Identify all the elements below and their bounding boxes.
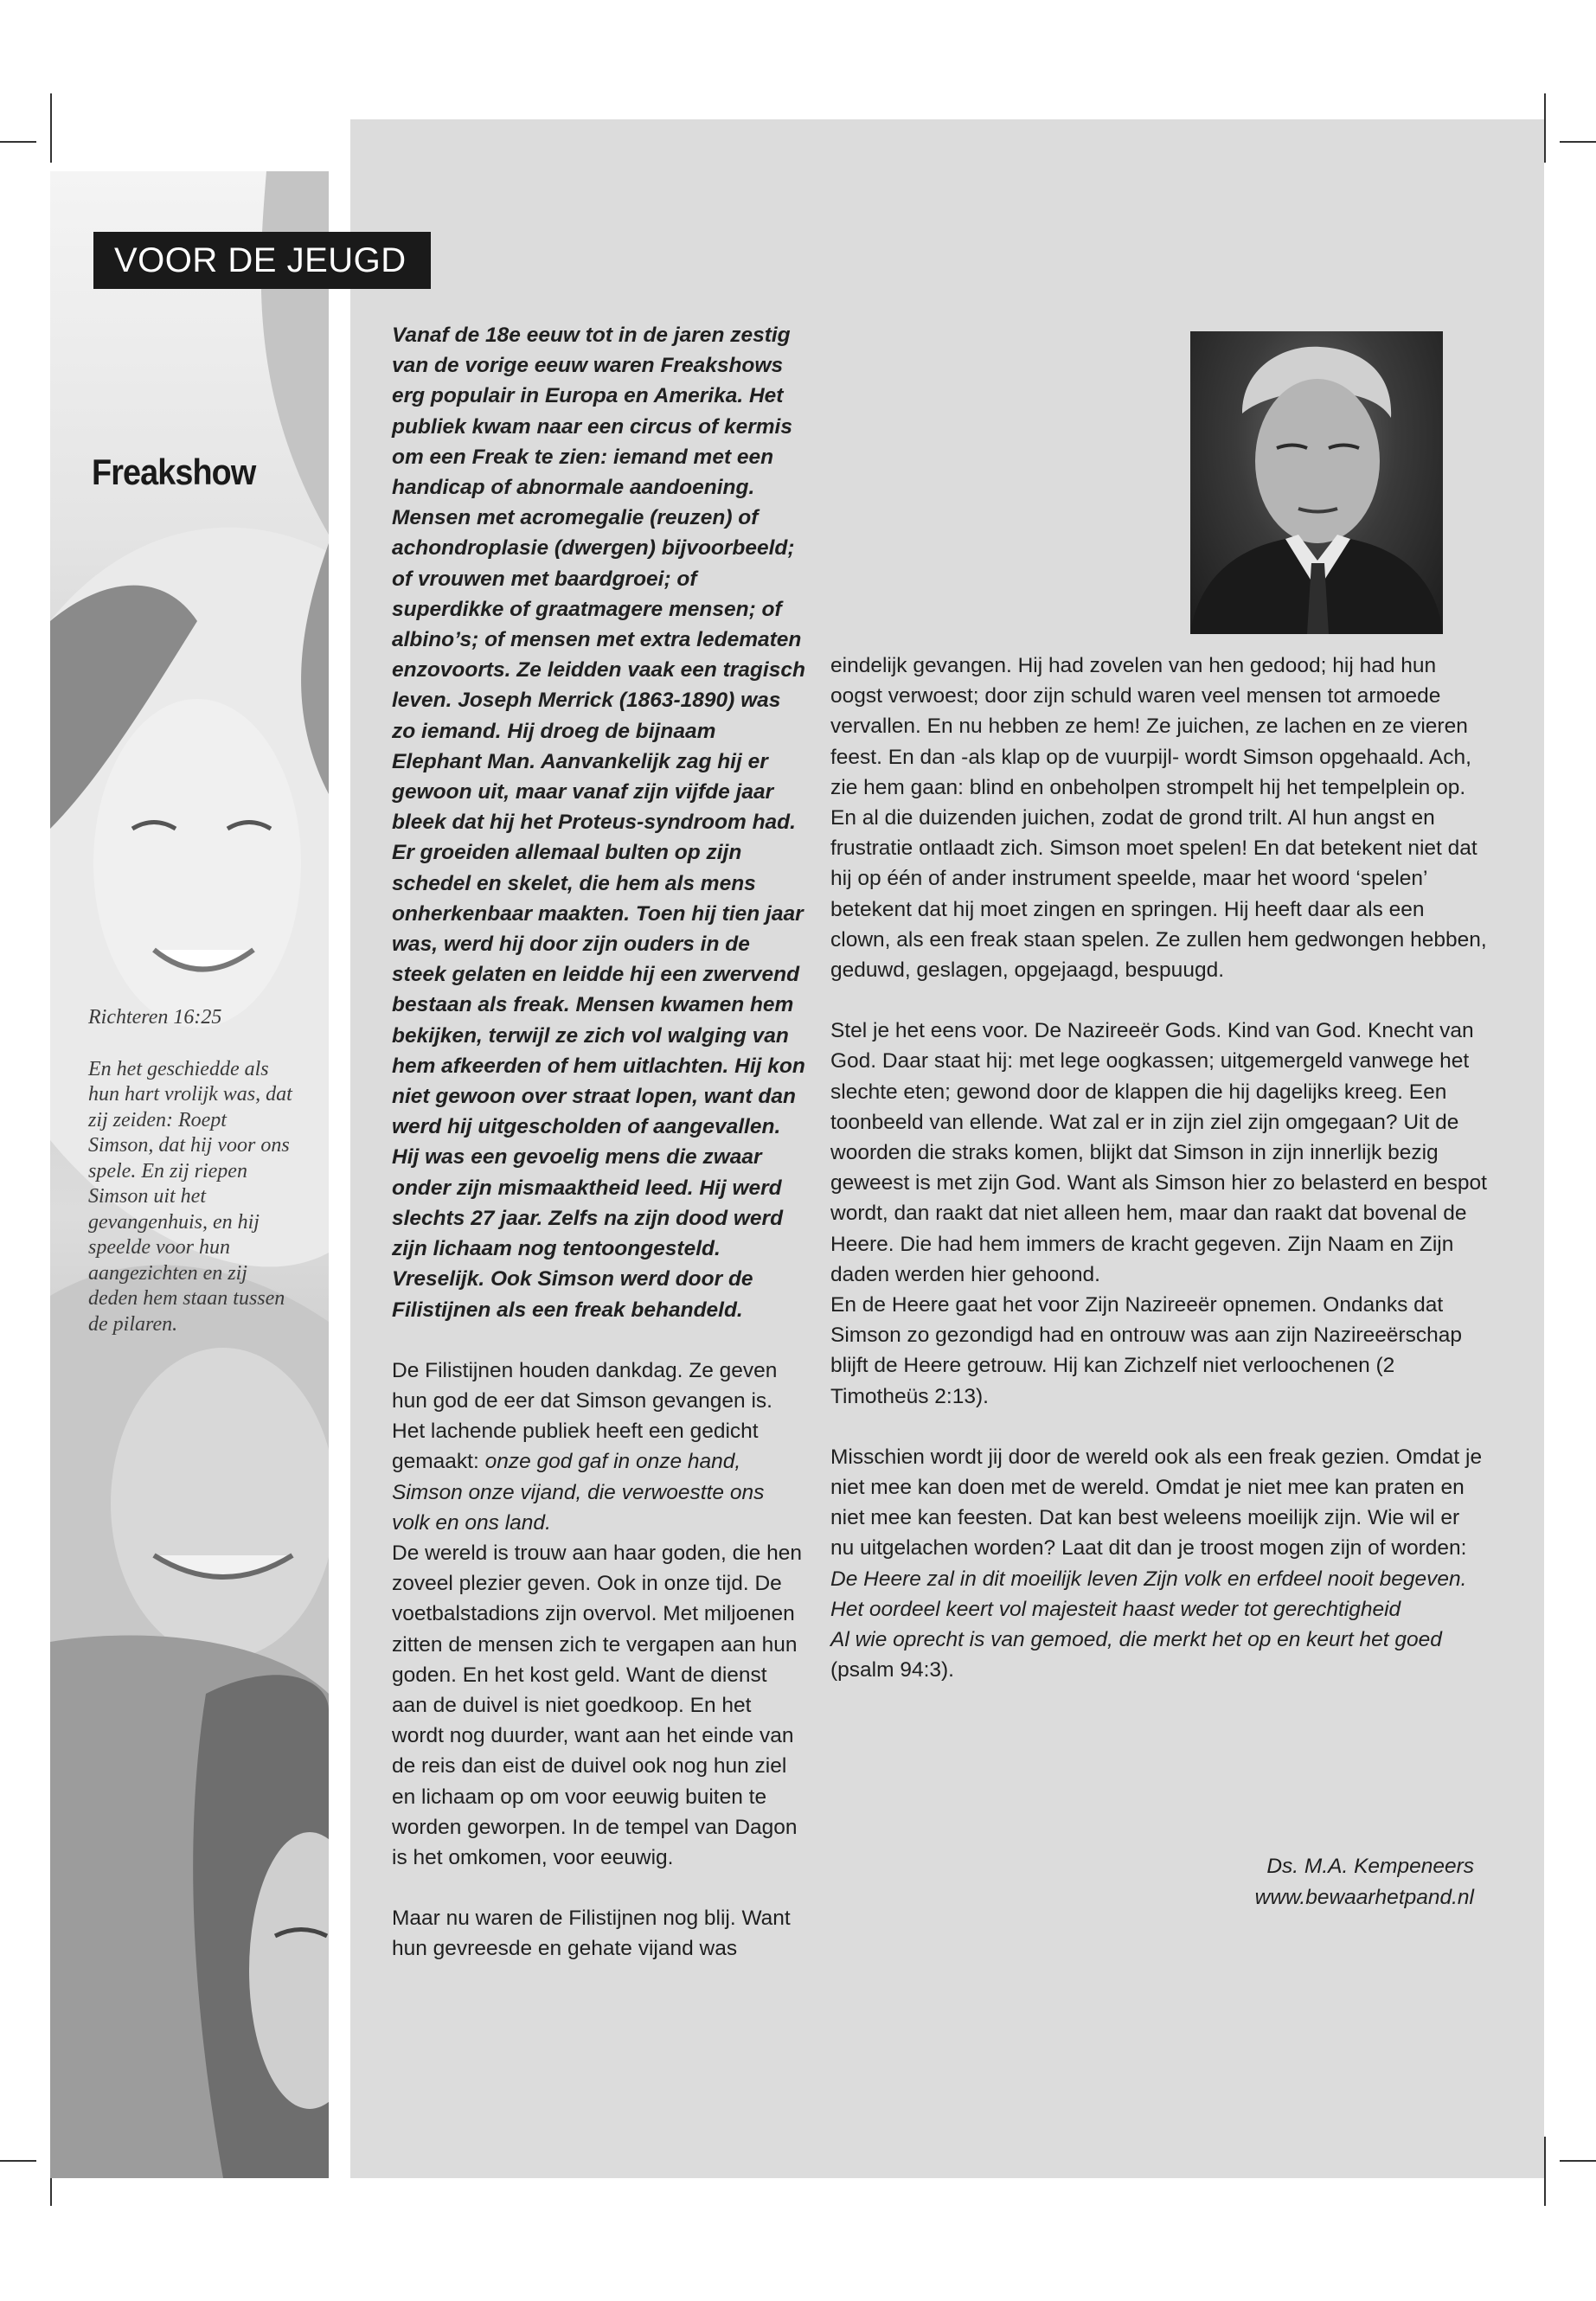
body-paragraph: En de Heere gaat het voor Zijn Nazireeër opnemen. Ondanks dat Simson zo gezondigd had en ontrouw was aan zijn Nazireeërschap blijft de Heere getrouw. Hij kan Zichzelf niet verloochenen (2 Timotheüs 2:13). <box>830 1293 1462 1408</box>
section-label: VOOR DE JEUGD <box>93 232 431 289</box>
scripture-reference: Richteren 16:25 <box>88 1006 222 1029</box>
psalm-line: Al wie oprecht is van gemoed, die merkt het op en keurt het goed <box>830 1628 1442 1652</box>
crop-mark <box>1560 2160 1596 2162</box>
crop-mark <box>1544 93 1546 163</box>
body-paragraph <box>392 1356 807 1538</box>
crop-mark <box>50 93 52 163</box>
body-paragraph: Stel je het eens voor. De Nazireeër Gods. Kind van God. Knecht van God. Daar staat hij: met lege oogkassen; uitgemergeld vanwege het slechte eten; gewond door de klappen die hij dagelijks kreeg. Een toonbeeld van ellende. Wat zal er in zijn ziel zijn omgegaan? Uit de woorden die straks komen, blijkt dat Simson in zijn innerlijk bezig geweest is met zijn God. Want als Simson hier zo belasterd en bespot wordt, dan raakt dat niet alleen hem, maar dan raakt dat bovenal de Heere. Die had hem immers de kracht gegeven. Zijn Naam en Zijn daden werden hier gehoond. <box>830 1019 1487 1286</box>
psalm-reference: (psalm 94:3). <box>830 1658 954 1682</box>
scripture-text: En het geschiedde als hun hart vrolijk was, dat zij zeiden: Roept Simson, dat hij voor ons spele. En zij riepen Simson uit het gevangenhuis, en hij speelde voor hun aangezichten en zij deden hem staan tussen de pilaren. <box>88 1057 292 1336</box>
crop-mark <box>1560 141 1596 143</box>
body-text: De Filistijnen houden dankdag. Ze geven hun god de eer dat Simson gevangen is. Het lachende publiek heeft een gedicht gemaakt: <box>392 1358 778 1474</box>
author-photo <box>1190 331 1443 634</box>
scripture-quote <box>88 1005 296 1337</box>
crop-mark <box>0 141 36 143</box>
author-website: www.bewaarhetpand.nl <box>1254 1886 1474 1909</box>
crop-mark <box>0 2160 36 2162</box>
author-signature <box>1125 1851 1474 1913</box>
poem-quote: onze god gaf in onze hand, Simson onze vijand, die verwoestte ons volk en ons land. <box>392 1450 765 1535</box>
psalm-line: De Heere zal in dit moeilijk leven Zijn volk en erfdeel nooit begeven. <box>830 1567 1467 1591</box>
body-paragraph: Maar nu waren de Filistijnen nog blij. Want hun gevreesde en gehate vijand was <box>392 1907 791 1961</box>
body-paragraph: eindelijk gevangen. Hij had zovelen van hen gedood; hij had hun oogst verwoest; door zijn schuld waren veel mensen tot armoede vervallen. En nu hebben ze hem! Ze juichen, ze lachen en ze vieren feest. En dan -als klap op de vuurpijl- wordt Simson opgehaald. Ach, zie hem gaan: blind en onbeholpen strompelt hij het tempelplein op. En al die duizenden juichen, zodat de grond trilt. Al hun angst en frustratie ontlaadt zich. Simson moet spelen! En dat betekent niet dat hij op één of ander instrument speelde, maar het woord ‘spelen’ betekent dat hij moet zingen en springen. Hij heeft daar als een clown, als een freak staan spelen. Ze zullen hem gedwongen hebben, geduwd, geslagen, opgejaagd, bespuugd. <box>830 654 1487 983</box>
body-paragraph: De wereld is trouw aan haar goden, die hen zoveel plezier geven. Ook in onze tijd. De voetbalstadions zijn overvol. Met miljoenen zitten de mensen zich te vergapen aan hun goden. En het kost geld. Want de dienst aan de duivel is niet goedkoop. En het wordt nog duurder, want aan het einde van de reis dan eist de duivel ook nog hun ziel en lichaam op om voor eeuwig buiten te worden geworpen. In de tempel van Dagon is het omkomen, voor eeuwig. <box>392 1541 802 1869</box>
psalm-line: Het oordeel keert vol majesteit haast weder tot gerechtigheid <box>830 1597 1401 1621</box>
crop-mark <box>1544 2137 1546 2206</box>
article-column-left <box>392 320 807 1965</box>
intro-paragraph: Vanaf de 18e eeuw tot in de jaren zestig van de vorige eeuw waren Freakshows erg populair in Europa en Amerika. Het publiek kwam naar een circus of kermis om een Freak te zien: iemand met een handicap of abnormale aandoening. Mensen met acromegalie (reuzen) of achondroplasie (dwergen) bijvoorbeeld; of vrouwen met baardgroei; of superdikke of graatmagere mensen; of albino’s; of mensen met extra ledematen enzovoorts. Ze leidden vaak een tragisch leven. Joseph Merrick (1863-1890) was zo iemand. Hij droeg de bijnaam Elephant Man. Aanvankelijk zag hij er gewoon uit, maar vanaf zijn vijfde jaar bleek dat hij het Proteus-syndroom had. Er groeiden allemaal bulten op zijn schedel en skelet, die hem als mens onherkenbaar maakten. Toen hij tien jaar was, werd hij door zijn ouders in de steek gelaten en leidde hij een zwervend bestaan als freak. Mensen kwamen hem bekijken, terwijl ze zich vol walging van hem afkeerden of hem uitlachten. Hij kon niet gewoon over straat lopen, want dan werd hij uitgescholden of aangevallen. Hij was een gevoelig mens die zwaar onder zijn mismaaktheid leed. Hij werd slechts 27 jaar. Zelfs na zijn dood werd zijn lichaam nog tentoongesteld. Vreselijk. Ook Simson werd door de Filistijnen als een freak behandeld. <box>392 324 805 1322</box>
body-paragraph: Misschien wordt jij door de wereld ook als een freak gezien. Omdat je niet mee kan doen met de wereld. Omdat je niet mee kan praten en niet mee kan feesten. Dat kan best weleens moeilijk zijn. Wie wil er nu uitgelachen worden? Laat dit dan je troost mogen zijn of worden: <box>830 1445 1483 1561</box>
author-name: Ds. M.A. Kempeneers <box>1266 1855 1474 1878</box>
article-title: Freakshow <box>92 452 256 492</box>
article-column-right <box>830 651 1488 1686</box>
